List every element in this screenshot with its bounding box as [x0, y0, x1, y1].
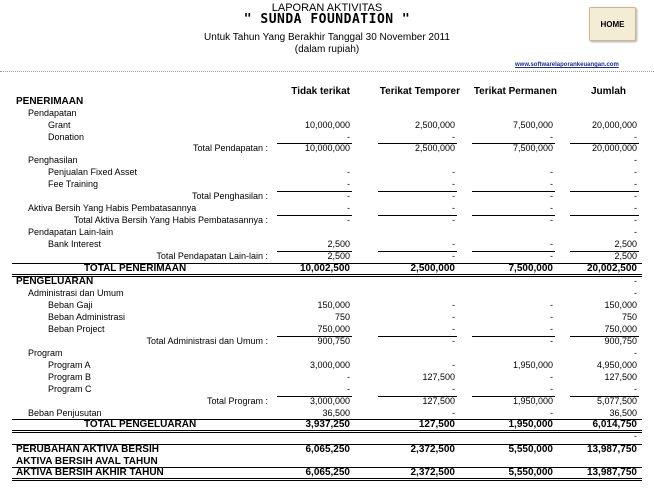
row-label: Program [28, 348, 63, 358]
table-row [0, 108, 654, 119]
table-row [0, 179, 654, 190]
value-cell: 5,550,000 [508, 467, 553, 478]
row-label: Fee Training [48, 179, 99, 189]
divider [277, 191, 352, 192]
value-cell: 6,065,250 [305, 467, 350, 478]
row-label: Pendapatan Lain-lain [28, 227, 114, 237]
row-label: Total Aktiva Bersih Yang Habis Pembatasannya : [73, 215, 268, 225]
row-label: AKTIVA BERSIH AKHIR TAHUN [16, 467, 164, 478]
table-row [0, 396, 654, 407]
value-cell: 150,000 [317, 300, 350, 310]
divider [378, 143, 457, 144]
table-row [0, 96, 654, 107]
value-cell: - [452, 191, 455, 201]
value-cell: 36,500 [609, 408, 637, 418]
value-cell: 2,500,000 [414, 143, 455, 153]
row-label: PENGELUARAN [16, 276, 94, 287]
value-cell: - [634, 132, 637, 142]
value-cell: 3,937,250 [305, 419, 350, 430]
value-cell: 3,000,000 [309, 396, 350, 406]
report-title: LAPORAN AKTIVITAS [271, 2, 383, 14]
table-row [0, 215, 654, 226]
value-cell: - [452, 215, 455, 225]
row-label: Total Administrasi dan Umum : [146, 336, 268, 346]
row-label: Program C [48, 384, 92, 394]
value-cell: 150,000 [604, 300, 637, 310]
table-row [0, 348, 654, 359]
row-label: Grant [48, 120, 71, 130]
organization-name: " SUNDA FOUNDATION " [243, 12, 411, 27]
divider [472, 191, 555, 192]
value-cell: - [452, 408, 455, 418]
divider [472, 215, 555, 216]
value-cell: - [634, 167, 637, 177]
row-label: Penjualan Fixed Asset [48, 167, 138, 177]
divider [570, 396, 639, 397]
value-cell: 1,950,000 [508, 419, 553, 430]
column-header-tidak-terikat: Tidak terikat [291, 86, 350, 97]
value-cell: 750 [621, 312, 637, 322]
row-label: Aktiva Bersih Yang Habis Pembatasannya [28, 203, 197, 213]
row-label: Beban Penjusutan [28, 408, 102, 418]
table-row [0, 288, 654, 299]
value-cell: 750 [334, 312, 350, 322]
value-cell: 7,500,000 [512, 120, 553, 130]
value-cell: - [550, 372, 553, 382]
table-row [0, 227, 654, 238]
value-cell: 2,372,500 [410, 444, 455, 455]
column-header-terikat-temporer: Terikat Temporer [379, 86, 460, 97]
value-cell: - [550, 251, 553, 261]
value-cell: - [550, 191, 553, 201]
value-cell: - [452, 167, 455, 177]
divider [12, 478, 642, 481]
value-cell: 7,500,000 [512, 143, 553, 153]
row-label: Penghasilan [28, 155, 78, 165]
value-cell: 6,065,250 [305, 444, 350, 455]
value-cell: - [550, 239, 553, 249]
divider [277, 143, 352, 144]
table-row [0, 444, 654, 455]
value-cell: - [452, 360, 455, 370]
value-cell: 36,500 [322, 408, 350, 418]
value-cell: 750,000 [604, 324, 637, 334]
value-cell: 900,750 [604, 336, 637, 346]
divider [277, 215, 352, 216]
value-cell: - [452, 300, 455, 310]
row-label: TOTAL PENERIMAAN [84, 263, 187, 274]
value-cell: - [634, 215, 637, 225]
table-row [0, 191, 654, 202]
value-cell: - [550, 300, 553, 310]
value-cell: - [452, 251, 455, 261]
value-cell: 127,500 [422, 396, 455, 406]
table-row [0, 251, 654, 262]
divider [378, 191, 457, 192]
row-label: PENERIMAAN [16, 96, 84, 107]
value-cell: - [347, 132, 350, 142]
divider [570, 336, 639, 337]
value-cell: - [634, 227, 637, 237]
table-row [0, 456, 654, 467]
table-row [0, 263, 654, 274]
report-period: Untuk Tahun Yang Berakhir Tanggal 30 November 2011 [204, 32, 450, 43]
divider [378, 336, 457, 337]
value-cell: - [347, 215, 350, 225]
value-cell: 6,014,750 [592, 419, 637, 430]
divider [0, 71, 654, 72]
website-link[interactable]: www.softwarelaporankeuangan.com [515, 62, 619, 68]
row-label: Pendapatan [28, 108, 77, 118]
value-cell: - [347, 179, 350, 189]
table-row [0, 324, 654, 335]
value-cell: 20,002,500 [586, 263, 637, 274]
table-row [0, 155, 654, 166]
table-row [0, 276, 654, 287]
divider [12, 419, 642, 420]
value-cell: 2,372,500 [410, 467, 455, 478]
row-label: Beban Administrasi [48, 312, 126, 322]
value-cell: 2,500 [327, 239, 350, 249]
value-cell: - [634, 191, 637, 201]
divider [570, 251, 639, 252]
value-cell: 3,000,000 [309, 360, 350, 370]
divider [378, 251, 457, 252]
value-cell: 10,002,500 [299, 263, 350, 274]
divider [472, 143, 555, 144]
value-cell: - [550, 324, 553, 334]
divider [12, 444, 642, 445]
value-cell: - [550, 203, 553, 213]
value-cell: - [452, 203, 455, 213]
value-cell: 10,000,000 [304, 143, 350, 153]
value-cell: - [452, 312, 455, 322]
row-label: AKTIVA BERSIH AVAL TAHUN [16, 456, 158, 467]
value-cell: - [347, 167, 350, 177]
table-row [0, 312, 654, 323]
value-cell: 127,500 [604, 372, 637, 382]
row-label: Total Pendapatan Lain-lain : [156, 251, 268, 261]
value-cell: - [347, 372, 350, 382]
table-row [0, 408, 654, 419]
table-row [0, 384, 654, 395]
value-cell: - [550, 384, 553, 394]
divider [378, 396, 457, 397]
divider [472, 396, 555, 397]
value-cell: 13,987,750 [586, 467, 637, 478]
value-cell: - [347, 384, 350, 394]
row-label: Administrasi dan Umum [28, 288, 124, 298]
value-cell: 7,500,000 [508, 263, 553, 274]
home-button[interactable]: HOME [589, 7, 636, 41]
value-cell: 5,077,500 [596, 396, 637, 406]
row-label: Program B [48, 372, 92, 382]
value-cell: - [634, 431, 637, 441]
value-cell: - [550, 179, 553, 189]
row-label: Bank Interest [48, 239, 102, 249]
table-row [0, 467, 654, 478]
divider [570, 191, 639, 192]
value-cell: 10,000,000 [304, 120, 350, 130]
row-label: Beban Project [48, 324, 105, 334]
value-cell: 900,750 [317, 336, 350, 346]
value-cell: - [452, 324, 455, 334]
table-row [0, 239, 654, 250]
value-cell: 2,500 [614, 239, 637, 249]
divider [570, 215, 639, 216]
row-label: Total Penghasilan : [191, 191, 268, 201]
value-cell: - [347, 203, 350, 213]
row-label: Total Pendapatan : [192, 143, 268, 153]
table-row [0, 203, 654, 214]
divider [472, 336, 555, 337]
row-label: PERUBAHAN AKTIVA BERSIH [16, 444, 159, 455]
value-cell: - [634, 288, 637, 298]
column-header-terikat-permanen: Terikat Permanen [473, 86, 557, 97]
table-row [0, 143, 654, 154]
divider [12, 263, 642, 264]
value-cell: - [634, 179, 637, 189]
row-label: TOTAL PENGELUARAN [84, 419, 197, 430]
table-row [0, 120, 654, 131]
table-row [0, 167, 654, 178]
value-cell: 2,500,000 [414, 120, 455, 130]
divider [378, 215, 457, 216]
value-cell: - [634, 276, 637, 286]
value-cell: - [550, 312, 553, 322]
divider [570, 143, 639, 144]
value-cell: - [634, 203, 637, 213]
table-row [0, 431, 654, 442]
divider [277, 396, 352, 397]
divider [12, 467, 642, 468]
value-cell: 13,987,750 [586, 444, 637, 455]
table-row [0, 336, 654, 347]
value-cell: 127,500 [418, 419, 455, 430]
value-cell: 5,550,000 [508, 444, 553, 455]
value-cell: 4,950,000 [596, 360, 637, 370]
value-cell: 2,500,000 [410, 263, 455, 274]
table-row [0, 419, 654, 430]
row-label: Donation [48, 132, 85, 142]
value-cell: 1,950,000 [512, 360, 553, 370]
value-cell: - [452, 179, 455, 189]
divider [472, 251, 555, 252]
value-cell: - [452, 132, 455, 142]
value-cell: - [634, 384, 637, 394]
table-row [0, 300, 654, 311]
value-cell: 20,000,000 [591, 120, 637, 130]
value-cell: - [452, 384, 455, 394]
value-cell: - [550, 408, 553, 418]
column-header-jumlah: Jumlah [590, 86, 626, 97]
value-cell: 2,500 [614, 251, 637, 261]
table-row [0, 372, 654, 383]
row-label: Beban Gaji [48, 300, 93, 310]
value-cell: - [550, 215, 553, 225]
currency-note: (dalam rupiah) [294, 44, 360, 55]
value-cell: - [634, 155, 637, 165]
value-cell: 1,950,000 [512, 396, 553, 406]
value-cell: - [452, 336, 455, 346]
value-cell: 20,000,000 [591, 143, 637, 153]
value-cell: - [634, 348, 637, 358]
value-cell: - [452, 239, 455, 249]
value-cell: 750,000 [317, 324, 350, 334]
value-cell: 2,500 [327, 251, 350, 261]
value-cell: - [550, 167, 553, 177]
value-cell: - [550, 132, 553, 142]
value-cell: 127,500 [422, 372, 455, 382]
row-label: Program A [48, 360, 91, 370]
divider [277, 336, 352, 337]
value-cell: - [550, 336, 553, 346]
divider [277, 251, 352, 252]
row-label: Total Program : [206, 396, 268, 406]
value-cell: - [347, 191, 350, 201]
table-row [0, 132, 654, 143]
table-row [0, 360, 654, 371]
